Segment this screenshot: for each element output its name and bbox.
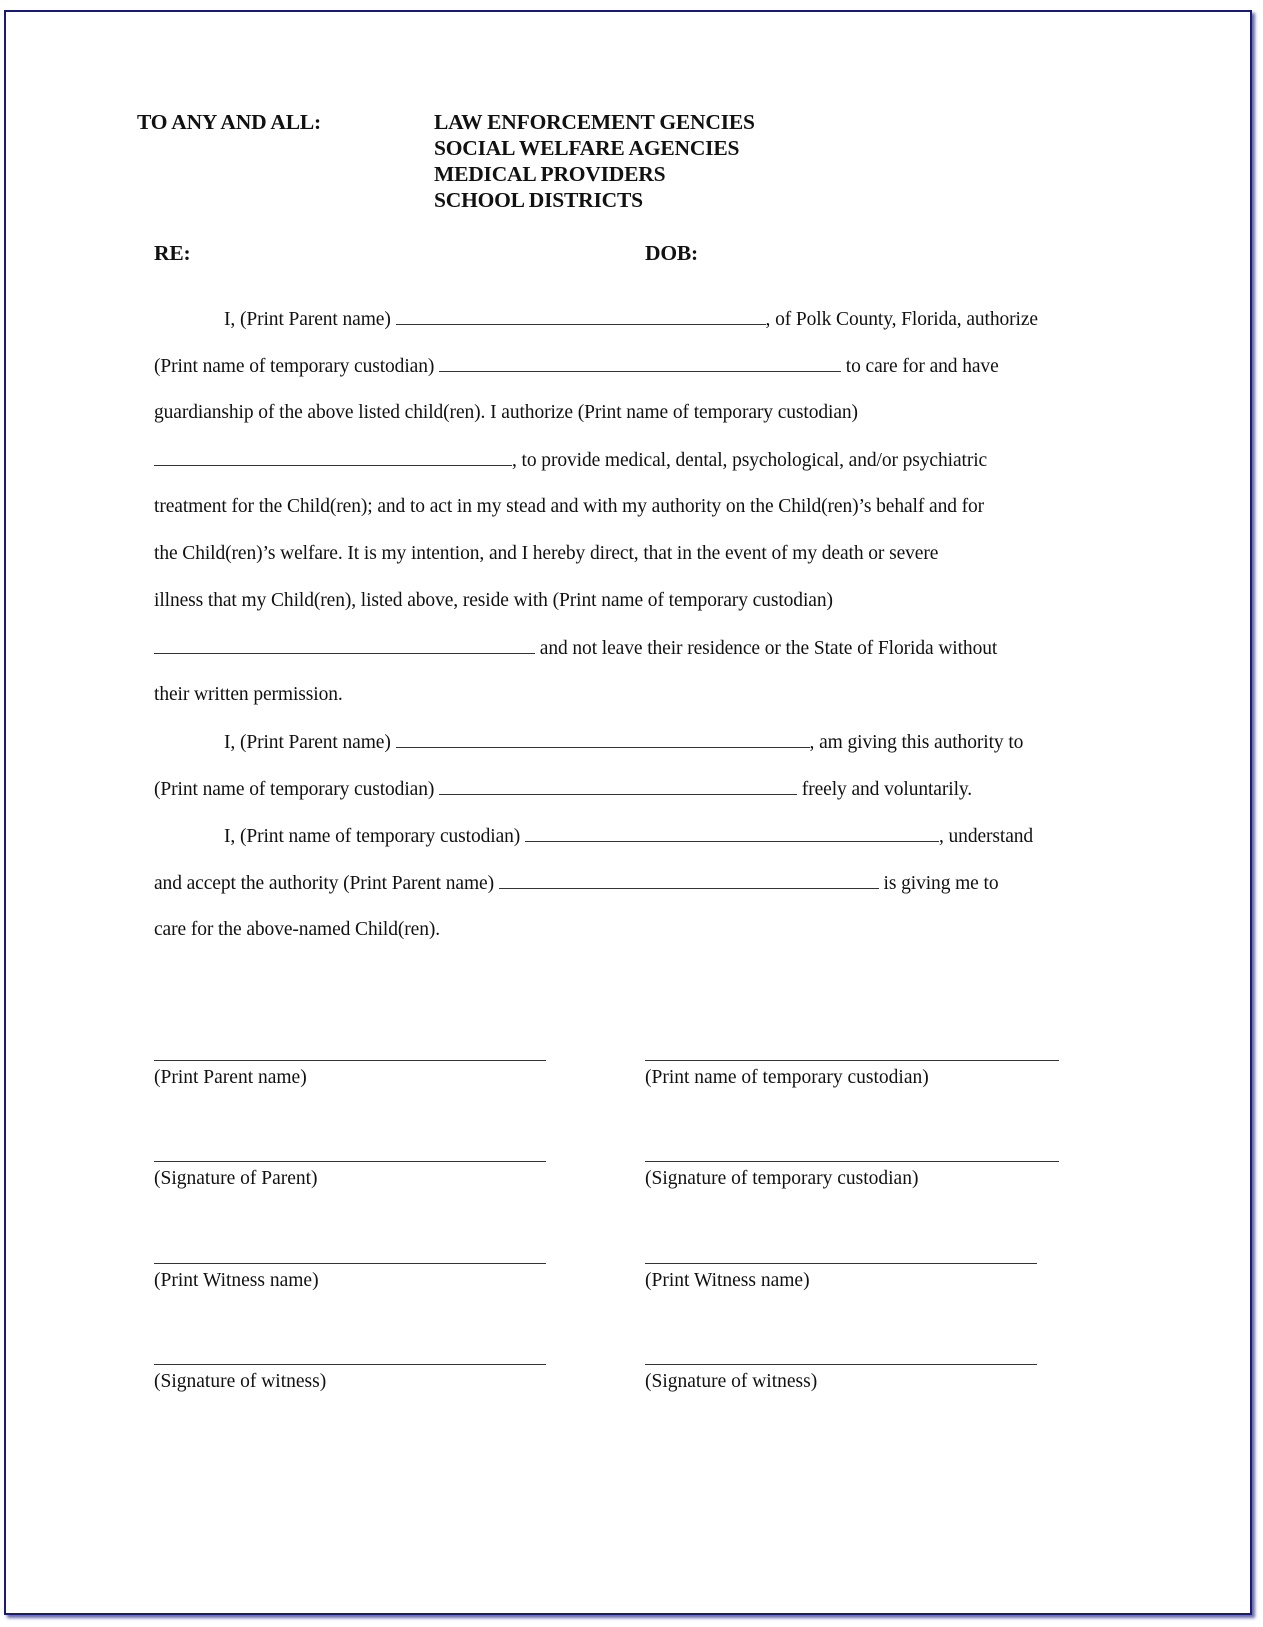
parent-name-blank[interactable]	[396, 308, 766, 325]
body-line-10: I, (Print Parent name) , am giving this authority to	[224, 732, 1024, 753]
body-line-12: I, (Print name of temporary custodian) , understand	[224, 826, 1034, 847]
sig-signature-of-parent: (Signature of Parent)	[154, 1161, 546, 1190]
body-line-3: guardianship of the above listed child(ren). I authorize (Print name of temporary custodian)	[154, 402, 858, 423]
body-line-1: I, (Print Parent name) , of Polk County, Florida, authorize	[224, 309, 1038, 330]
parent-name-blank-3[interactable]	[499, 872, 879, 889]
body-line-13: and accept the authority (Print Parent name) is giving me to	[154, 873, 999, 894]
dob-label: DOB:	[645, 241, 698, 265]
signature-line[interactable]	[645, 1364, 1037, 1365]
sig-print-custodian-name: (Print name of temporary custodian)	[645, 1060, 1059, 1089]
custodian-name-blank-5[interactable]	[525, 825, 939, 842]
body-line-14: care for the above-named Child(ren).	[154, 919, 441, 940]
agencies-list	[434, 109, 755, 213]
body-line-5: treatment for the Child(ren); and to act in my stead and with my authority on the Child(ren)’s behalf and for	[154, 496, 985, 517]
body-line-8: and not leave their residence or the State of Florida without	[154, 637, 997, 660]
sig-signature-of-witness-left: (Signature of witness)	[154, 1364, 546, 1393]
custodian-name-blank-4[interactable]	[439, 778, 797, 795]
signature-line[interactable]	[154, 1263, 546, 1264]
signature-line[interactable]	[154, 1364, 546, 1365]
body-line-7: illness that my Child(ren), listed above, reside with (Print name of temporary custodian)	[154, 590, 833, 611]
custodian-name-blank-2[interactable]	[154, 449, 512, 466]
sig-print-witness-name-right: (Print Witness name)	[645, 1263, 1037, 1292]
custodian-name-blank[interactable]	[439, 355, 841, 372]
body-line-4: , to provide medical, dental, psychological, and/or psychiatric	[154, 449, 987, 472]
document-page	[4, 10, 1252, 1615]
body-line-2: (Print name of temporary custodian) to care for and have	[154, 356, 999, 377]
custodian-name-blank-3[interactable]	[154, 637, 535, 654]
agency-medical-providers: MEDICAL PROVIDERS	[434, 162, 666, 186]
agency-law-enforcement: LAW ENFORCEMENT GENCIES	[434, 110, 755, 134]
body-line-11: (Print name of temporary custodian) freely and voluntarily.	[154, 779, 973, 800]
sig-print-witness-name-left: (Print Witness name)	[154, 1263, 546, 1292]
body-line-6: the Child(ren)’s welfare. It is my intention, and I hereby direct, that in the event of my death or severe	[154, 543, 939, 564]
parent-name-blank-2[interactable]	[396, 731, 810, 748]
signature-line[interactable]	[645, 1161, 1059, 1162]
signature-line[interactable]	[154, 1161, 546, 1162]
sig-signature-of-witness-right: (Signature of witness)	[645, 1364, 1037, 1393]
signature-line[interactable]	[645, 1263, 1037, 1264]
re-label: RE:	[154, 241, 191, 265]
signature-line[interactable]	[154, 1060, 546, 1061]
sig-signature-of-custodian: (Signature of temporary custodian)	[645, 1161, 1059, 1190]
signature-line[interactable]	[645, 1060, 1059, 1061]
to-any-and-all-label: TO ANY AND ALL:	[137, 110, 321, 134]
agency-school-districts: SCHOOL DISTRICTS	[434, 188, 643, 212]
sig-print-parent-name: (Print Parent name)	[154, 1060, 546, 1089]
body-line-9: their written permission.	[154, 684, 343, 705]
agency-social-welfare: SOCIAL WELFARE AGENCIES	[434, 136, 740, 160]
